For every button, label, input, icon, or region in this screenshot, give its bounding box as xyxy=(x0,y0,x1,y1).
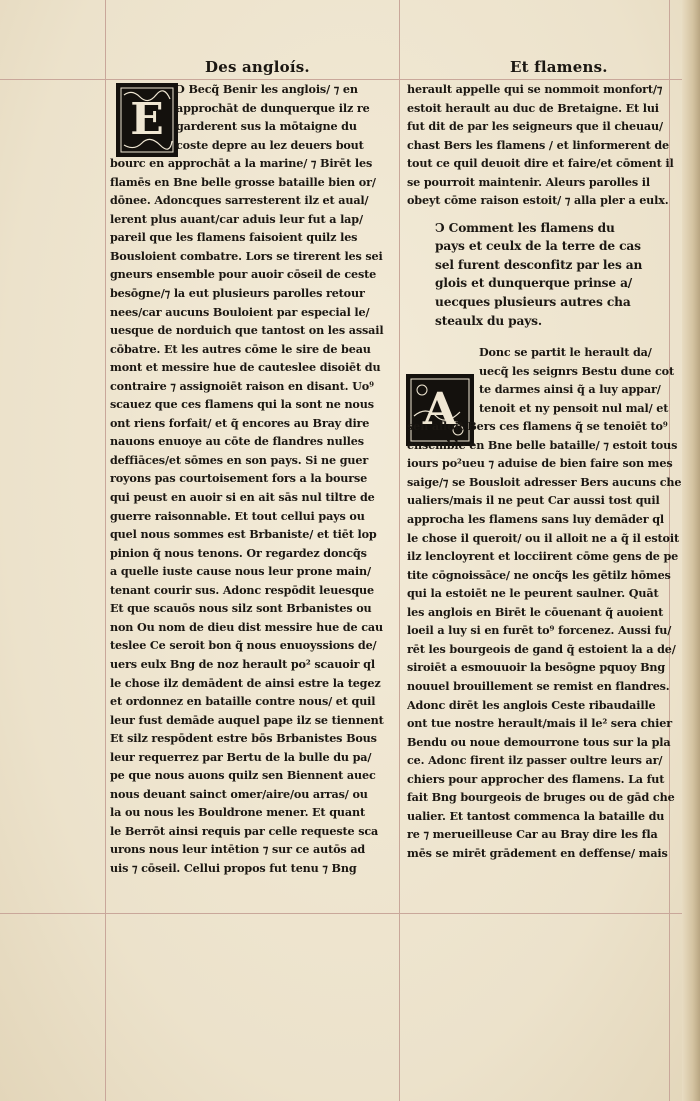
heading-line: glois et dunquerque prinse a/ xyxy=(435,276,633,291)
text-line: Adonc dirēt les anglois Ceste ribaudaille xyxy=(407,697,656,712)
text-line: a quelle iuste cause nous leur prone main/ xyxy=(110,564,371,579)
text-line: uesque de norduich que tantost on les assail xyxy=(110,323,384,338)
text-line: approchāt de dunquerque ilz re xyxy=(176,100,370,115)
text-line: gneurs ensemble pour auoir cōseil de ceste xyxy=(110,267,377,282)
heading-line: uecques plusieurs autres cha xyxy=(435,295,631,310)
text-line: nouuel brouillement se remist en flandres. xyxy=(407,678,670,693)
text-line: ont tue nostre herault/mais il le² sera chier xyxy=(407,716,672,731)
text-line: pareil que les flamens faisoient quilz les xyxy=(110,230,358,245)
text-line: royons pas courtoisement fors a la bourse xyxy=(110,471,368,486)
text-line: ont riens forfait/ et q̃ encores au Bray dire xyxy=(110,415,370,430)
bottom-rule xyxy=(0,913,700,914)
text-line: quel nous sommes est Brbaniste/ et tiēt lop xyxy=(110,527,377,542)
text-line: mēs se mirēt grādement en deffense/ mais xyxy=(407,845,668,860)
text-line: ualier. Et tantost commenca la bataille du xyxy=(407,808,665,823)
text-line: non Ou nom de dieu dist messire hue de cau xyxy=(110,619,383,634)
text-line: Bousloient combatre. Lors se tirerent les sei xyxy=(110,248,383,263)
running-header-right: Et flamens. xyxy=(510,58,608,76)
running-header-left: Des angloís. xyxy=(205,58,310,76)
text-line: nous deuant sainct omer/aire/ou arras/ ou xyxy=(110,786,368,801)
text-line: pinion q̃ nous tenons. Or regardez doncq̃s xyxy=(110,545,367,560)
text-line: uers eulx Bng de noz herault po² scauoir ql xyxy=(110,656,375,671)
text-line: uecq̃ les seignrs Bestu dune cot xyxy=(479,363,675,378)
text-line: coste depre au lez deuers bout xyxy=(176,137,364,152)
text-line: garderent sus la mōtaigne du xyxy=(176,119,357,134)
text-line: leur fust demāde auquel pape ilz se tiennent xyxy=(110,712,384,727)
text-line: tenoit et ny pensoit nul mal/ et xyxy=(479,400,669,415)
text-line: siroiēt a esmouuoir la besōgne pquoy Bng xyxy=(407,660,666,675)
text-line: approcha les flamens sans luy demāder ql xyxy=(407,512,664,527)
gutter-rule xyxy=(399,0,400,1101)
text-line: le Berrōt ainsi requis par celle requeste sca xyxy=(110,823,379,838)
text-line: estoit herault au duc de Bretaigne. Et lui xyxy=(407,100,659,115)
text-line: cōbatre. Et les autres cōme le sire de beau xyxy=(110,341,371,356)
text-line: les anglois en Birēt le cōuenant q̃ auoient xyxy=(407,604,664,619)
right-text-column xyxy=(407,80,693,862)
text-line: le chose il queroit/ ou il alloit ne a q̃ il estoit xyxy=(407,530,679,545)
text-line: pe que nous auons quilz sen Biennent auec xyxy=(110,768,376,783)
text-line: uis ⁊ cōseil. Cellui propos fut tenu ⁊ Bng xyxy=(110,860,357,875)
text-line: urons nous leur intētion ⁊ sur ce autōs ad xyxy=(110,842,366,857)
text-line: Donc se partit le herault da/ xyxy=(479,345,652,360)
text-line: Ↄ Becq̃ Benir les anglois/ ⁊ en xyxy=(176,82,358,96)
text-line: chast Bers les flamens / et linformerent de xyxy=(407,137,669,152)
initial-letter: E xyxy=(130,94,164,145)
text-line: leur requerrez par Bertu de la bulle du pa/ xyxy=(110,749,372,764)
text-line: herault appelle qui se nommoit monfort/⁊ xyxy=(407,82,663,96)
text-line: mont et messire hue de cauteslee disoiēt du xyxy=(110,360,381,375)
text-line: guerre raisonnable. Et tout cellui pays ou xyxy=(110,508,365,523)
heading-line: sel furent desconfitz par les an xyxy=(435,257,643,272)
text-line: la ou nous les Bouldrone mener. Et quant xyxy=(110,805,365,820)
text-line: nees/car aucuns Bouloient par especial le/ xyxy=(110,304,370,319)
text-line: scauez que ces flamens qui la sont ne nous xyxy=(110,397,374,412)
text-line: nauons enuoye au cōte de flandres nulles xyxy=(110,434,364,449)
text-line: obeyt cōme raison estoit/ ⁊ alla pler a eulx. xyxy=(407,193,669,208)
text-line: fait Bng bourgeois de bruges ou de gād che xyxy=(407,790,675,805)
text-line: Et silz respōdent estre bōs Brbanistes Bous xyxy=(110,731,377,746)
chapter-heading xyxy=(435,218,693,329)
text-line: le chose ilz demādent de ainsi estre la tegez xyxy=(110,675,381,690)
text-line: besōgne/⁊ la eut plusieurs parolles retour xyxy=(110,286,365,301)
text-line: sen alloit Bers ces flamens q̃ se tenoiēt to⁹ xyxy=(407,419,668,434)
text-line: rēt les bourgeois de gand q̃ estoient la a de/ xyxy=(407,641,676,656)
text-line: chiers pour approcher des flamens. La fut xyxy=(407,771,665,786)
text-line: te darmes ainsi q̃ a luy appar/ xyxy=(479,382,661,397)
text-line: qui peust en auoir si en ait sās nul tiltre de xyxy=(110,490,375,505)
text-line: lerent plus auant/car aduis leur fut a lap/ xyxy=(110,211,363,226)
heading-line: steaulx du pays. xyxy=(435,313,542,328)
text-line: ce. Adonc firent ilz passer oultre leurs ar/ xyxy=(407,753,663,768)
heading-line: pays et ceulx de la terre de cas xyxy=(435,239,641,254)
text-line: Bendu ou noue demourrone tous sur la pla xyxy=(407,734,671,749)
text-line: deffiāces/et sōmes en son pays. Si ne guer xyxy=(110,452,369,467)
text-line: tout ce quil deuoit dire et faire/et cōment il xyxy=(407,156,674,171)
text-line: Et que scauōs nous silz sont Brbanistes ou xyxy=(110,601,372,616)
initial-letter: A xyxy=(422,384,458,435)
text-line: se pourroit maintenir. Aleurs parolles il xyxy=(407,174,650,189)
text-line: ualiers/mais il ne peut Car aussi tost quil xyxy=(407,493,660,508)
text-line: tite cōgnoissāce/ ne oncq̃s les gētilz hōmes xyxy=(407,567,671,582)
text-line: ilz lencloyrent et locciirent cōme gens de pe xyxy=(407,549,679,564)
text-line: iours po²ueu ⁊ aduise de bien faire son mes xyxy=(407,456,673,471)
text-line: re ⁊ merueilleuse Car au Bray dire les fla xyxy=(407,827,658,842)
text-line: dōnee. Adoncques sarresterent ilz et aual/ xyxy=(110,193,369,208)
text-line: teslee Ce seroit bon q̃ nous enuoyssions de/ xyxy=(110,638,377,653)
text-line: contraire ⁊ assignoiēt raison en disant. Uo⁹ xyxy=(110,378,374,393)
margin-rule-left xyxy=(105,0,106,1101)
text-line: fut dit de par les seigneurs que il cheuau/ xyxy=(407,119,663,134)
text-line: bourc en approchāt a la marine/ ⁊ Birēt les xyxy=(110,156,373,171)
text-line: flamēs en Bne belle grosse bataille bien or/ xyxy=(110,174,376,189)
text-line: tenant courir sus. Adonc respōdit leuesque xyxy=(110,582,374,597)
text-line: qui la estoiēt ne le peurent saulner. Quāt xyxy=(407,586,659,601)
left-text-column xyxy=(110,80,396,878)
text-line: saige/⁊ se Bousloit adresser Bers aucuns che xyxy=(407,474,682,489)
text-line: ensemble en Bne belle bataille/ ⁊ estoit tous xyxy=(407,437,678,452)
text-line: et ordonnez en bataille contre nous/ et quil xyxy=(110,694,376,709)
heading-line: Ↄ Comment les flamens du xyxy=(435,220,615,235)
text-line: loeil a luy si en furēt to⁹ forcenez. Aussi fu/ xyxy=(407,623,672,638)
